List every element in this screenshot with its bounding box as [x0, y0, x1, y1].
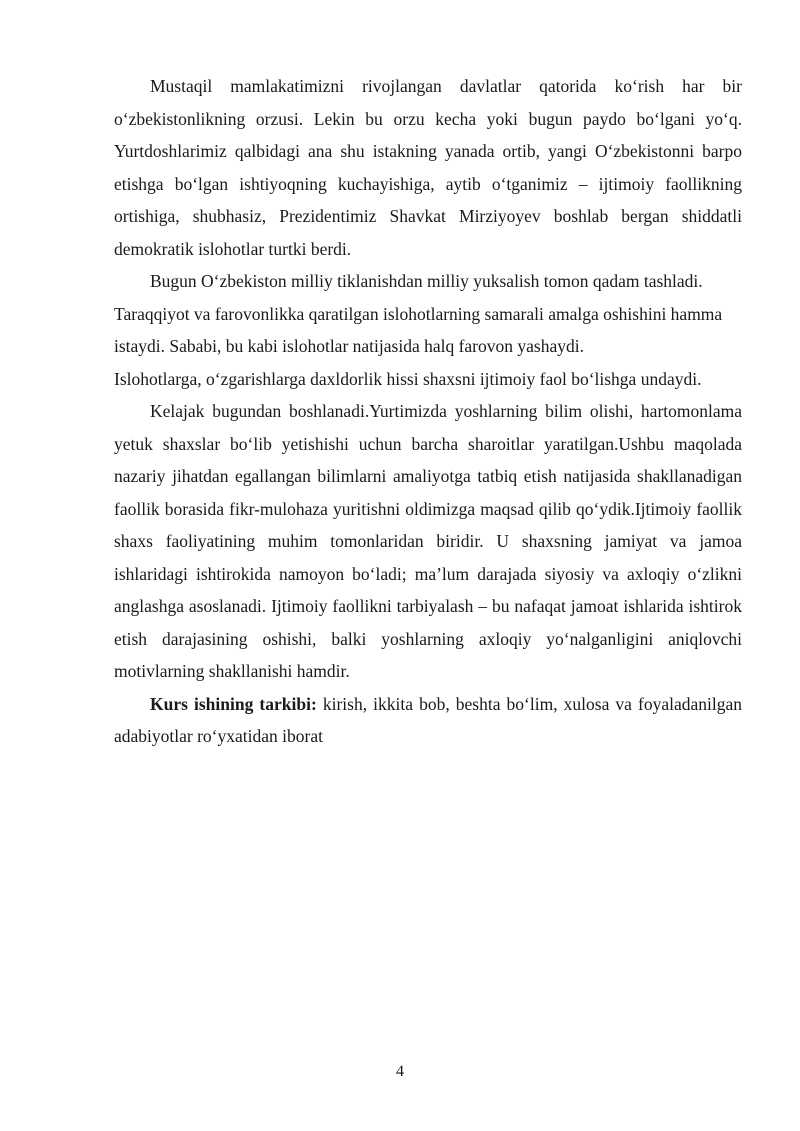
- paragraph-course-structure: [114, 688, 742, 753]
- course-structure-heading: Kurs ishining tarkibi:: [150, 693, 317, 714]
- course-structure-text: kirish, ikkita bob, beshta bo‘lim, xulosa va foyaladanilgan adabiyotlar ro‘yxatidan iborat: [114, 693, 742, 746]
- paragraph-intro: Mustaqil mamlakatimizni rivojlangan davlatlar qatorida ko‘rish har bir o‘zbekistonlikning orzusi. Lekin bu orzu kecha yoki bugun paydo bo‘lgani yo‘q. Yurtdoshlarimiz qalbidagi ana shu istakning yanada ortib, yangi O‘zbekistonni barpo etishga bo‘lgan ishtiyoqning kuchayishiga, aytib o‘tganimiz – ijtimoiy faollikning ortishiga, shubhasiz, Prezidentimiz Shavkat Mirziyoyev boshlab bergan shiddatli demokratik islohotlar turtki berdi.: [114, 76, 742, 259]
- page-number: 4: [396, 1063, 404, 1080]
- paragraph-future: Kelajak bugundan boshlanadi.Yurtimizda yoshlarning bilim olishi, hartomonlama yetuk shaxslar bo‘lib yetishishi uchun barcha sharoitlar yaratilgan.Ushbu maqolada nazariy jihatdan egallangan bilimlarni amaliyotga tatbiq etish natijasida shakllanadigan faollik borasida fikr-mulohaza yuritishni oldimizga maqsad qilib qo‘ydik.Ijtimoiy faollik shaxs faoliyatining muhim tomonlaridan biridir. U shaxsning jamiyat va jamoa ishlaridagi ishtirokida namoyon bo‘ladi; ma’lum darajada siyosiy va axloqiy o‘zlikni anglashga asoslanadi. Ijtimoiy faollikni tarbiyalash – bu nafaqat jamoat ishlarida ishtirok etish darajasining oshishi, balki yoshlarning axloqiy yo‘nalganligini aniqlovchi motivlarning shakllanishi hamdir.: [114, 401, 742, 681]
- paragraph-reforms: Islohotlarga, o‘zgarishlarga daxldorlik hissi shaxsni ijtimoiy faol bo‘lishga undaydi.: [114, 368, 702, 389]
- paragraph-today: Bugun O‘zbekiston milliy tiklanishdan milliy yuksalish tomon qadam tashladi. Taraqqiyot va farovonlikka qaratilgan islohotlarning samarali amalga oshishini hamma istaydi. Sababi, bu kabi islohotlar natijasida halq farovon yashaydi.: [114, 271, 723, 356]
- document-page: [114, 70, 742, 753]
